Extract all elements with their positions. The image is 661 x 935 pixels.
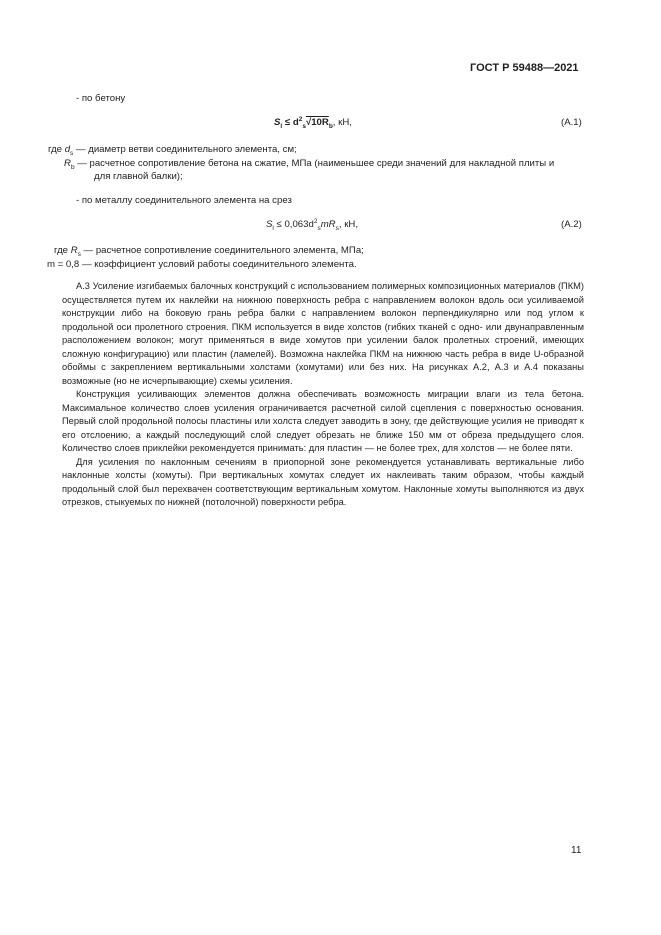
definition-ds — [48, 143, 297, 157]
formula-a2-sup: 2 — [313, 217, 318, 225]
def-dash: — — [75, 144, 86, 155]
formula-a2 — [266, 218, 358, 232]
definition-rb-cont: для главной балки); — [94, 171, 183, 182]
formula-a1-lhs-sub: l — [280, 122, 283, 130]
formula-a1 — [274, 116, 352, 130]
paragraph-construction: Конструкция усиливающих элементов должна обеспечивать возможность миграции влаги из тела бетона. Максимальное количество слоев усиления ограничивается расчетной силой сцепления с поверхностью основания. Первый слой продольной полосы пластины или холста следует заводить в зону, где действующие усилия не приводят к его отслоению, а каждый последующий слой следует обрезать не ближе 150 мм от обреза предыдущего слоя. Количество слоев приклейки рекомендуется принимать: для пластин — не более трех, для холстов — не более пяти. — [62, 389, 584, 453]
def-symbol: m = 0,8 — [47, 259, 80, 270]
concrete-intro: - по бетону — [76, 93, 126, 104]
formula-a2-m: mR — [320, 219, 336, 230]
def-symbol: d — [64, 144, 71, 155]
formula-a2-m-sub: s — [335, 224, 339, 232]
def-text: коэффициент условий работы соединительного элемента. — [94, 259, 357, 270]
def-text: диаметр ветви соединительного элемента, см; — [88, 144, 297, 155]
def-text: расчетное сопротивление бетона на сжатие, МПа (наименьшее среди значений для накладной плиты и — [89, 158, 555, 169]
def-symbol: R — [70, 245, 78, 256]
document-header: ГОСТ Р 59488—2021 — [470, 62, 579, 74]
def-dash: — — [77, 158, 87, 169]
def-symbol-sub: s — [77, 250, 81, 258]
definition-rs — [54, 244, 364, 258]
formula-a2-lhs: S — [266, 219, 273, 230]
formula-a2-lhs-sub: l — [272, 224, 274, 232]
def-dash: — — [81, 259, 92, 270]
def-text: расчетное сопротивление соединительного элемента, МПа; — [95, 245, 364, 256]
def-symbol: R — [64, 158, 71, 169]
def-dash: — — [83, 245, 94, 256]
formula-a1-sub: s — [302, 122, 306, 130]
equation-number-a1: (А.1) — [561, 117, 582, 128]
metal-intro: - по металлу соединительного элемента на срез — [76, 195, 292, 206]
def-symbol-sub: b — [70, 163, 75, 171]
body-text — [62, 280, 584, 510]
formula-a1-rel: ≤ d — [282, 117, 299, 128]
paragraph-a3: А.3 Усиление изгибаемых балочных конструкций с использованием полимерных композиционных материалов (ПКМ) осуществляется путем их наклейки на нижнюю поверхность ребра с направлением волокон вдоль оси усиливаемой конструкции либо на боковую грань ребра балки с направлением волокон перпендикулярно или под углом к продольной оси пролетного строения. ПКМ используется в виде холстов (гибких тканей с одно- или двунаправленным расположением волокон; могут применяться в виде хомутов при усилении балок пролетных строений, имеющих сложную конфигурацию) или пластин (ламелей). Возможна наклейка ПКМ на нижнюю часть ребра в виде U-образной обоймы с закреплением вертикальными холстами (хомутами) или без них. На рисунках А.2, А.3 и А.4 показаны возможные (но не исчерпывающие) схемы усиления. — [62, 281, 584, 386]
page-number: 11 — [571, 845, 582, 856]
formula-a1-sup: 2 — [298, 115, 303, 123]
equation-number-a2: (А.2) — [561, 219, 582, 230]
where-label: где — [48, 144, 63, 155]
formula-a2-rhs: ≤ 0,063d — [273, 219, 314, 230]
definition-m — [47, 258, 357, 272]
paragraph-inclined: Для усиления по наклонным сечениям в приопорной зоне рекомендуется устанавливать вертикальные либо наклонные холсты (хомуты). При вертикальных хомутах следует их наклеивать таким образом, чтобы каждый продольный слой был перехвачен соответствующим вертикальным хомутом. Наклонные хомуты выполняются из двух отрезков, стыкуемых по нижней (потолочной) поверхности ребра. — [62, 456, 584, 507]
formula-a1-root: √10R — [305, 117, 329, 128]
formula-a1-lhs: S — [274, 117, 281, 128]
definition-rb — [64, 157, 554, 171]
formula-a2-sub: s — [317, 224, 321, 232]
def-symbol-sub: s — [70, 149, 74, 157]
formula-a2-unit: , кН, — [338, 219, 358, 230]
where-label: где — [54, 245, 69, 256]
formula-a1-root-sub: b — [328, 122, 333, 130]
formula-a1-unit: , кН, — [332, 117, 352, 128]
